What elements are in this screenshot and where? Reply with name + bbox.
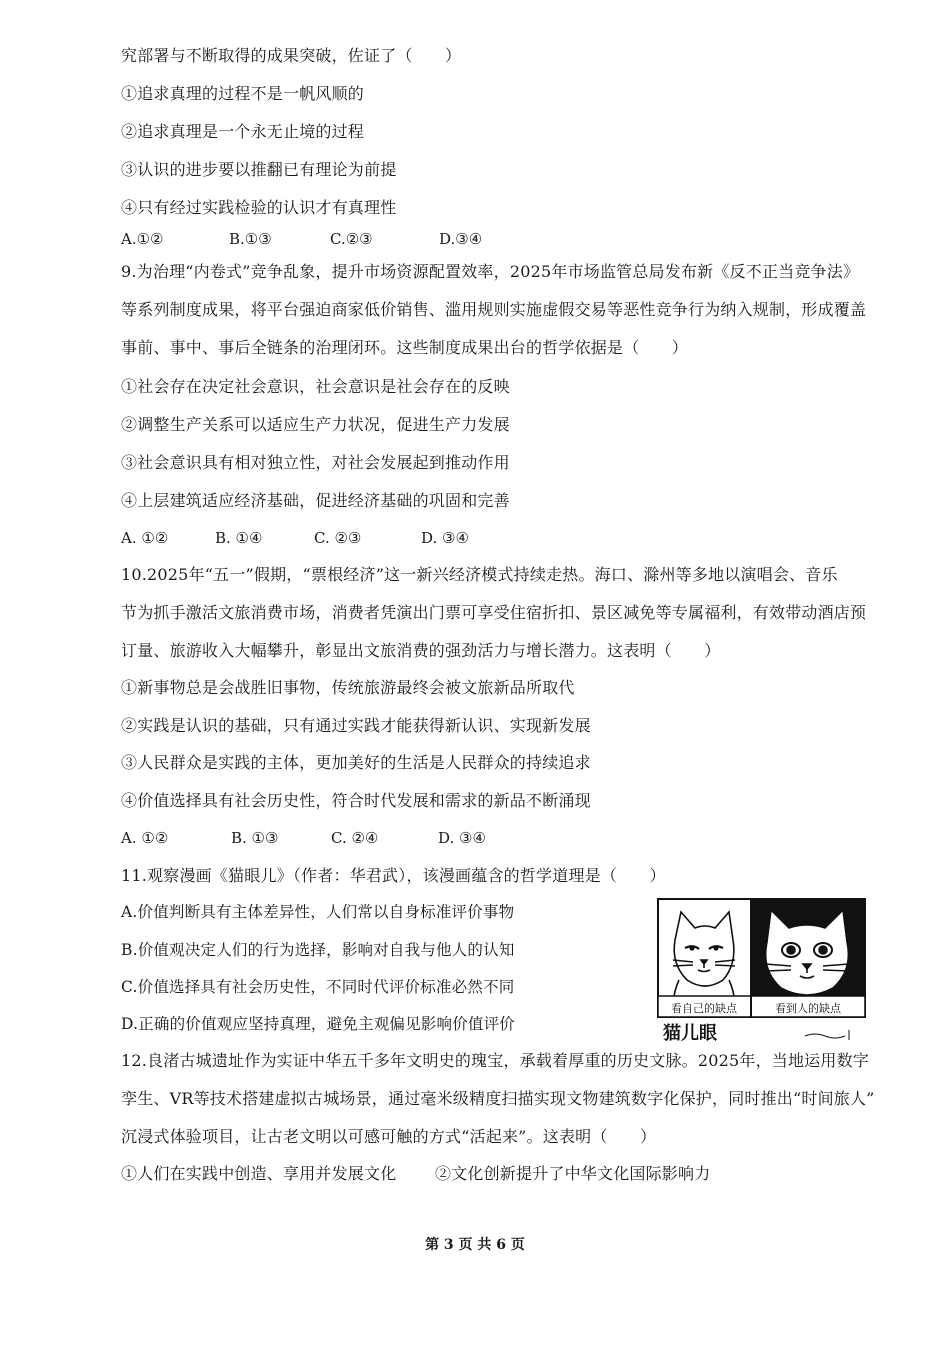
q9-item-1: ①社会存在决定社会意识，社会意识是社会存在的反映: [121, 377, 510, 396]
q10-stem-line-1: 10.2025年“五一”假期，“票根经济”这一新兴经济模式持续走热。海口、滁州等多地以演唱会、音乐: [121, 565, 838, 584]
q9-option-d: D. ③④: [421, 529, 469, 547]
q8-option-b: B.①③: [229, 230, 272, 248]
q10-item-4: ④价值选择具有社会历史性，符合时代发展和需求的新品不断涌现: [121, 791, 591, 810]
q11-choice-b: B.价值观决定人们的行为选择，影响对自我与他人的认知: [121, 941, 515, 959]
q10-option-b: B. ①③: [231, 829, 279, 847]
q9-stem-line-3: 事前、事中、事后全链条的治理闭环。这些制度成果出台的哲学依据是（ ）: [121, 338, 689, 357]
q9-item-4: ④上层建筑适应经济基础，促进经济基础的巩固和完善: [121, 491, 510, 510]
right-caption: 看到人的缺点: [775, 1002, 841, 1015]
q12-stem-line-1: 12.良渚古城遗址作为实证中华五千多年文明史的瑰宝，承载着厚重的历史文脉。2025年，当地运用数字: [121, 1051, 869, 1070]
q8-item-3: ③认识的进步要以推翻已有理论为前提: [121, 160, 397, 179]
q8-option-a: A.①②: [121, 230, 164, 248]
q8-stem: 究部署与不断取得的成果突破，佐证了（ ）: [121, 46, 462, 65]
cat-eye-cartoon: [657, 898, 867, 1048]
q9-stem-line-1: 9.为治理“内卷式”竞争乱象，提升市场资源配置效率，2025年市场监管总局发布新《反不正当竞争法》: [121, 262, 860, 281]
q8-item-4: ④只有经过实践检验的认识才有真理性: [121, 198, 397, 217]
q9-item-3: ③社会意识具有相对独立性，对社会发展起到推动作用: [121, 453, 510, 472]
q12-item-2: ②文化创新提升了中华文化国际影响力: [435, 1164, 711, 1183]
cartoon-title: 猫儿眼: [663, 1023, 717, 1044]
q10-option-d: D. ③④: [438, 829, 486, 847]
q12-item-1: ①人们在实践中创造、享用并发展文化: [121, 1164, 397, 1183]
page-footer: 第 3 页 共 6 页: [425, 1237, 525, 1253]
q8-item-2: ②追求真理是一个永无止境的过程: [121, 122, 365, 141]
left-caption: 看自己的缺点: [671, 1002, 737, 1015]
q10-stem-line-2: 节为抓手激活文旅消费市场，消费者凭演出门票可享受住宿折扣、景区减免等专属福利，有效带动酒店预: [121, 603, 867, 622]
q10-option-a: A. ①②: [121, 829, 169, 847]
q9-option-c: C. ②③: [314, 529, 362, 547]
q9-item-2: ②调整生产关系可以适应生产力状况，促进生产力发展: [121, 415, 510, 434]
q11-stem: 11.观察漫画《猫眼儿》（作者：华君武），该漫画蕴含的哲学道理是（ ）: [121, 866, 666, 885]
cartoon-drawing: [657, 898, 867, 1048]
q9-option-b: B. ①④: [215, 529, 263, 547]
q10-option-c: C. ②④: [331, 829, 379, 847]
q9-option-a: A. ①②: [121, 529, 169, 547]
q10-item-3: ③人民群众是实践的主体，更加美好的生活是人民群众的持续追求: [121, 753, 591, 772]
signature-mark: [805, 1030, 849, 1040]
q8-option-c: C.②③: [330, 230, 373, 248]
q10-stem-line-3: 订量、旅游收入大幅攀升，彰显出文旅消费的强劲活力与增长潜力。这表明（ ）: [121, 641, 721, 660]
q10-item-1: ①新事物总是会战胜旧事物，传统旅游最终会被文旅新品所取代: [121, 678, 575, 697]
q11-choice-c: C.价值选择具有社会历史性，不同时代评价标准必然不同: [121, 978, 515, 996]
q9-stem-line-2: 等系列制度成果，将平台强迫商家低价销售、滥用规则实施虚假交易等恶性竞争行为纳入规制，形成覆盖: [121, 300, 867, 319]
q8-item-1: ①追求真理的过程不是一帆风顺的: [121, 84, 365, 103]
q10-item-2: ②实践是认识的基础，只有通过实践才能获得新认识、实现新发展: [121, 716, 591, 735]
q11-choice-a: A.价值判断具有主体差异性，人们常以自身标准评价事物: [121, 903, 515, 921]
q12-stem-line-3: 沉浸式体验项目，让古老文明以可感可触的方式“活起来”。这表明（ ）: [121, 1127, 657, 1146]
q11-choice-d: D.正确的价值观应坚持真理，避免主观偏见影响价值评价: [121, 1015, 516, 1033]
q12-stem-line-2: 孪生、VR等技术搭建虚拟古城场景，通过毫米级精度扫描实现文物建筑数字化保护，同时推出“时间旅人”: [121, 1089, 875, 1108]
q8-option-d: D.③④: [439, 230, 483, 248]
